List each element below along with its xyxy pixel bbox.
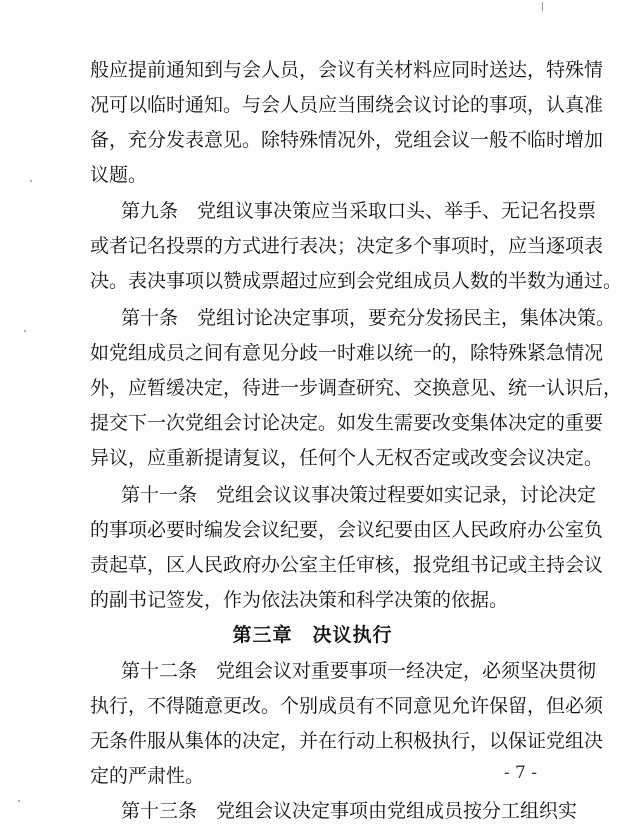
body-line: 执行，不得随意更改。个别成员有不同意见允许保留，但必须 <box>90 695 604 717</box>
body-line: 责起草，区人民政府办公室主任审核，报党组书记或主持会议 <box>90 554 604 576</box>
article-13-first-line: 第十三条 党组会议决定事项由党组成员按分工组织实 <box>121 800 578 822</box>
body-line: 定的严肃性。 <box>90 765 205 787</box>
scan-mark <box>18 800 20 802</box>
page-number: - 7 - <box>503 763 537 783</box>
body-line: 况可以临时通知。与会人员应当围绕会议讨论的事项，认真准 <box>90 94 604 116</box>
body-line: 的副书记签发，作为依法决策和科学决策的依据。 <box>90 589 509 611</box>
body-line: 议题。 <box>90 164 148 186</box>
body-line: 外，应暂缓决定，待进一步调查研究、交换意见、统一认识后， <box>90 377 623 399</box>
article-11-first-line: 第十一条 党组会议议事决策过程要如实记录，讨论决定 <box>121 484 597 506</box>
body-line: 决。表决事项以赞成票超过应到会党组成员人数的半数为通过。 <box>90 270 623 292</box>
body-line: 如党组成员之间有意见分歧一时难以统一的，除特殊紧急情况 <box>90 342 604 364</box>
body-line: 异议，应重新提请复议，任何个人无权否定或改变会议决定。 <box>90 447 604 469</box>
article-10-first-line: 第十条 党组讨论决定事项，要充分发扬民主，集体决策。 <box>121 307 616 329</box>
body-line: 备，充分发表意见。除特殊情况外，党组会议一般不临时增加 <box>90 129 604 151</box>
article-9-first-line: 第九条 党组议事决策应当采取口头、举手、无记名投票 <box>121 200 597 222</box>
body-line: 般应提前通知到与会人员，会议有关材料应同时送达，特殊情 <box>90 59 604 81</box>
scan-mark <box>542 2 543 11</box>
body-line: 无条件服从集体的决定，并在行动上积极执行，以保证党组决 <box>90 730 604 752</box>
scan-mark <box>30 180 32 182</box>
scan-mark <box>24 330 26 332</box>
article-12-first-line: 第十二条 党组会议对重要事项一经决定，必须坚决贯彻 <box>121 660 597 682</box>
body-line: 或者记名投票的方式进行表决；决定多个事项时，应当逐项表 <box>90 235 604 257</box>
body-line: 提交下一次党组会讨论决定。如发生需要改变集体决定的重要 <box>90 412 604 434</box>
chapter-title: 第三章 决议执行 <box>232 624 393 646</box>
body-line: 的事项必要时编发会议纪要，会议纪要由区人民政府办公室负 <box>90 519 604 541</box>
